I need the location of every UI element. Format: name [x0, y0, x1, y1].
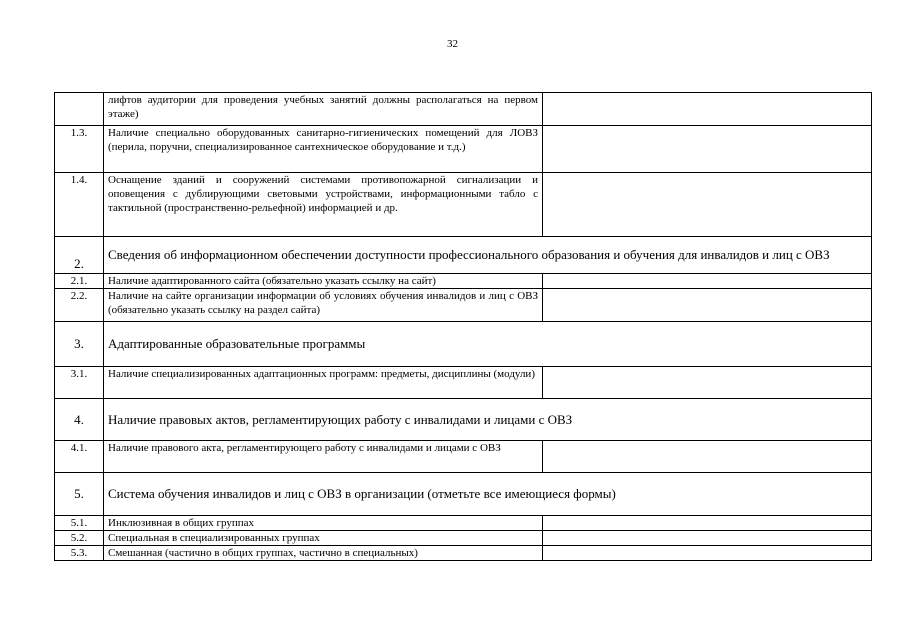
table-row — [55, 441, 872, 473]
row-number: 4.1. — [55, 441, 104, 473]
answer-cell[interactable] — [543, 126, 872, 173]
answer-cell[interactable] — [543, 441, 872, 473]
answer-cell[interactable] — [543, 274, 872, 289]
section-number: 3. — [55, 322, 104, 367]
page-number: 32 — [447, 38, 458, 50]
section-title: Система обучения инвалидов и лиц с ОВЗ в организации (отметьте все имеющиеся формы) — [104, 473, 872, 516]
row-number — [55, 93, 104, 126]
section-title: Адаптированные образовательные программы — [104, 322, 872, 367]
row-text: Наличие специализированных адаптационных программ: предметы, дисциплины (модули) — [104, 367, 543, 399]
section-title: Сведения об информационном обеспечении доступности профессионального образования и обучения для инвалидов и лиц с ОВЗ — [104, 237, 872, 274]
answer-cell[interactable] — [543, 367, 872, 399]
row-text: Наличие специально оборудованных санитарно-гигиенических помещений для ЛОВЗ (перила, поручни, специализированное сантехническое оборудование и т.д.) — [104, 126, 543, 173]
section-number: 4. — [55, 399, 104, 441]
table-row — [55, 531, 872, 546]
answer-cell[interactable] — [543, 546, 872, 561]
section-number: 5. — [55, 473, 104, 516]
section-number: 2. — [55, 237, 104, 274]
section-row — [55, 473, 872, 516]
table-row — [55, 93, 872, 126]
row-text: Наличие на сайте организации информации об условиях обучения инвалидов и лиц с ОВЗ (обязательно указать ссылку на раздел сайта) — [104, 289, 543, 322]
answer-cell[interactable] — [543, 531, 872, 546]
row-text: Оснащение зданий и сооружений системами противопожарной сигнализации и оповещения с дублирующими световыми устройствами, информационными табло с тактильной (пространственно-рельефной) информацией и др. — [104, 173, 543, 237]
form-table — [54, 92, 872, 561]
table-row — [55, 516, 872, 531]
table-row — [55, 274, 872, 289]
table-row — [55, 173, 872, 237]
row-text: Специальная в специализированных группах — [104, 531, 543, 546]
row-text: лифтов аудитории для проведения учебных занятий должны располагаться на первом этаже) — [104, 93, 543, 126]
table-row — [55, 289, 872, 322]
row-number: 2.2. — [55, 289, 104, 322]
row-number: 3.1. — [55, 367, 104, 399]
answer-cell[interactable] — [543, 173, 872, 237]
table-row — [55, 367, 872, 399]
section-row — [55, 399, 872, 441]
row-number: 5.3. — [55, 546, 104, 561]
answer-cell[interactable] — [543, 289, 872, 322]
section-row — [55, 322, 872, 367]
row-text: Инклюзивная в общих группах — [104, 516, 543, 531]
section-row — [55, 237, 872, 274]
row-number: 1.3. — [55, 126, 104, 173]
table-row — [55, 546, 872, 561]
row-number: 5.1. — [55, 516, 104, 531]
row-text: Наличие правового акта, регламентирующего работу с инвалидами и лицами с ОВЗ — [104, 441, 543, 473]
row-text: Наличие адаптированного сайта (обязательно указать ссылку на сайт) — [104, 274, 543, 289]
answer-cell[interactable] — [543, 516, 872, 531]
section-title: Наличие правовых актов, регламентирующих работу с инвалидами и лицами с ОВЗ — [104, 399, 872, 441]
table-row — [55, 126, 872, 173]
row-text: Смешанная (частично в общих группах, частично в специальных) — [104, 546, 543, 561]
row-number: 1.4. — [55, 173, 104, 237]
row-number: 2.1. — [55, 274, 104, 289]
row-number: 5.2. — [55, 531, 104, 546]
answer-cell[interactable] — [543, 93, 872, 126]
